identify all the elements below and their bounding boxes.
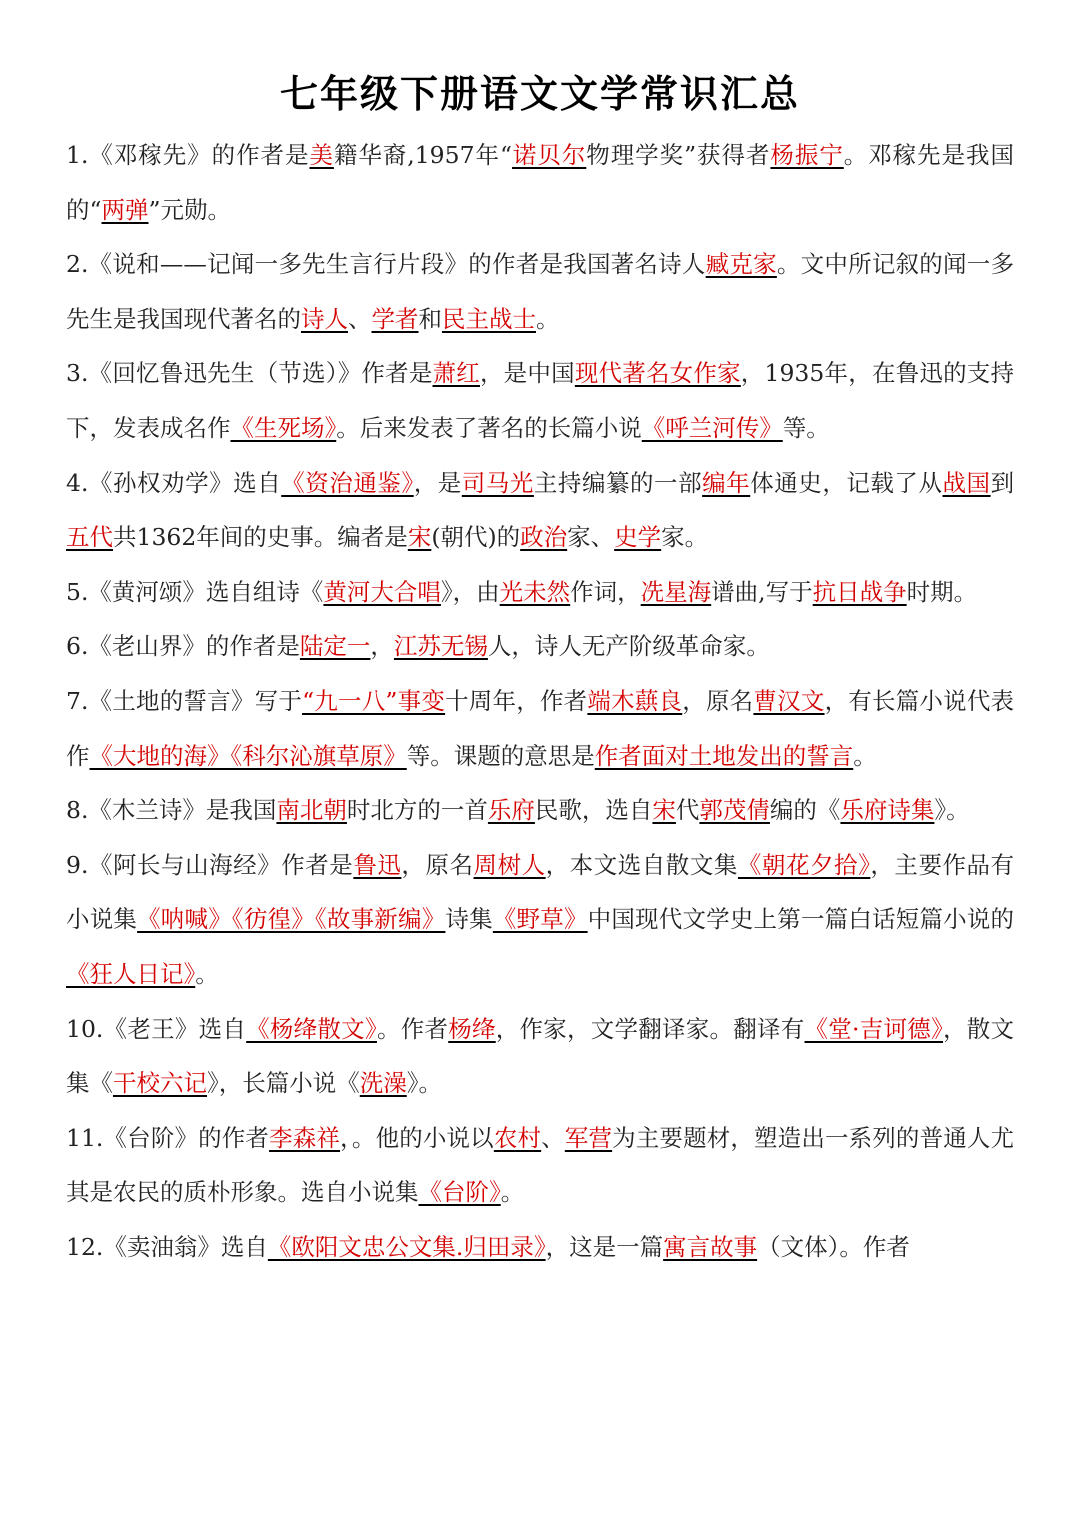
item-text: 。邓稼先是我国的“ — [66, 141, 1014, 224]
item-text: 民歌，选自 — [534, 796, 653, 825]
item-text: 作词， — [570, 577, 641, 606]
item-text: ，本文选自散文集 — [545, 850, 738, 879]
item-text: ，作家，文学翻译家。翻译有 — [495, 1014, 805, 1043]
item-text: 等。课题的意思是 — [406, 741, 595, 770]
item-text: 。文中所记叙的闻一多先生是我国现代著名的 — [66, 250, 1015, 333]
item-text: 。 — [853, 741, 877, 770]
key-term: 杨绛 — [448, 1014, 496, 1043]
item-text: 》，由 — [440, 577, 500, 606]
key-term: 农村 — [493, 1123, 542, 1152]
item-text: 、 — [348, 304, 372, 333]
key-term: 冼星海 — [640, 577, 712, 606]
key-term: 江苏无锡 — [393, 632, 488, 661]
item-text: ，这是一篇 — [545, 1232, 664, 1261]
page-title: 七年级下册语文文学常识汇总 — [279, 72, 800, 116]
key-term: 《狂人日记》 — [66, 959, 196, 988]
knowledge-item-9 — [66, 838, 1014, 1002]
item-text: 1.《邓稼先》的作者是 — [66, 141, 310, 169]
item-text: 》。 — [934, 796, 970, 825]
key-term: 编年 — [702, 468, 751, 497]
key-term: 史学 — [614, 523, 662, 552]
knowledge-item-4 — [66, 456, 1014, 565]
item-text: 7.《土地的誓言》写于 — [66, 686, 303, 715]
item-text: ，原名 — [682, 686, 754, 715]
item-text: 10.《老王》选自 — [66, 1014, 247, 1043]
key-term: 鲁迅 — [353, 850, 402, 879]
key-term: 《台阶》 — [418, 1178, 501, 1207]
key-term: 光未然 — [499, 577, 571, 606]
knowledge-item-10 — [66, 1002, 1014, 1111]
key-term: 萧红 — [432, 359, 480, 388]
item-text: 》。 — [406, 1069, 442, 1098]
item-text: 时期。 — [906, 577, 978, 606]
item-text: ，是 — [413, 468, 462, 497]
item-text: ，有长篇小说代表作 — [66, 686, 1015, 770]
key-term: 作者面对土地发出的誓言 — [594, 741, 854, 770]
item-text: 9.《阿长与山海经》作者是 — [66, 850, 354, 879]
item-text: 人，诗人无产阶级革命家。 — [487, 632, 770, 661]
knowledge-item-1 — [66, 128, 1014, 237]
item-text: 时北方的一首 — [346, 796, 488, 825]
item-text: 物理学奖”获得者 — [586, 141, 771, 169]
key-term: 现代著名女作家 — [574, 359, 741, 388]
key-term: 曹汉文 — [753, 686, 825, 715]
key-term: 政治 — [520, 523, 568, 552]
key-term: 美 — [309, 141, 334, 169]
key-term: “九一八”事变 — [302, 686, 446, 715]
key-term: 《杨绛散文》 — [246, 1014, 377, 1043]
key-term: 南北朝 — [276, 796, 347, 825]
knowledge-item-7 — [66, 674, 1014, 783]
key-term: 民主战士 — [442, 304, 536, 333]
key-term: 抗日战争 — [812, 577, 907, 606]
key-term: 《朝花夕拾》 — [737, 850, 871, 879]
item-text: 。作者 — [376, 1014, 449, 1043]
item-text: 4.《孙权劝学》选自 — [66, 468, 282, 497]
key-term: 宋 — [652, 796, 676, 825]
key-term: 周树人 — [473, 850, 546, 879]
item-text: 6.《老山界》的作者是 — [66, 632, 300, 661]
key-term: 军营 — [564, 1123, 613, 1152]
key-term: 学者 — [371, 304, 419, 333]
knowledge-item-6 — [66, 619, 1014, 674]
item-text: （文体）。作者 — [757, 1232, 910, 1261]
item-text: 代 — [675, 796, 700, 825]
item-text: ， — [370, 632, 394, 661]
key-term: 黄河大合唱 — [323, 577, 441, 606]
key-term: 《大地的海》《科尔沁旗草原》 — [89, 741, 407, 770]
item-text: 主持编纂的一部 — [533, 468, 703, 497]
item-text: 等。 — [782, 413, 830, 442]
item-text: 8.《木兰诗》是我国 — [66, 796, 277, 825]
item-text: ，是中国 — [479, 359, 575, 388]
key-term: 诗人 — [301, 304, 348, 333]
item-text: 为主要题材，塑造出一系列的普通人尤其是农民的质朴形象。选自小说集 — [66, 1123, 1015, 1207]
item-text: 。 — [500, 1178, 525, 1207]
item-text: 5.《黄河颂》选自组诗《 — [66, 577, 324, 606]
item-text: 家、 — [567, 523, 615, 552]
item-text: 。 — [195, 959, 219, 988]
item-text: 》，长篇小说《 — [207, 1069, 360, 1098]
key-term: 洗澡 — [359, 1069, 407, 1098]
key-term: 乐府 — [487, 796, 535, 825]
item-text: 中国现代文学史上第一篇白话短篇小说的 — [587, 905, 1015, 934]
knowledge-item-2 — [66, 237, 1014, 346]
item-text: ，主要作品有小说集 — [66, 850, 1015, 934]
item-text: 诗集 — [445, 905, 493, 934]
knowledge-item-11 — [66, 1111, 1014, 1220]
item-text: (朝代)的 — [431, 523, 521, 552]
key-term: 陆定一 — [299, 632, 371, 661]
item-text: 12.《卖油翁》选自 — [66, 1232, 268, 1261]
item-text: 3.《回忆鲁迅先生（节选）》作者是 — [66, 359, 433, 388]
document-body — [66, 128, 1014, 1274]
item-text: 。 — [536, 304, 560, 333]
key-term: 《资治通鉴》 — [281, 468, 414, 497]
key-term: 宋 — [407, 523, 432, 552]
key-term: 端木蕻良 — [587, 686, 683, 715]
item-text: 家。 — [661, 523, 709, 552]
key-term: 《呐喊》《彷徨》《故事新编》 — [137, 905, 446, 934]
knowledge-item-3 — [66, 346, 1014, 455]
item-text: 体通史，记载了从 — [750, 468, 943, 497]
item-text: 十周年，作者 — [445, 686, 588, 715]
knowledge-item-8 — [66, 783, 1014, 838]
item-text: ，原名 — [401, 850, 474, 879]
key-term: 《堂·吉诃德》 — [804, 1014, 944, 1043]
key-term: 干校六记 — [113, 1069, 207, 1098]
key-term: 两弹 — [101, 195, 149, 224]
item-text: ”元勋。 — [148, 195, 232, 224]
key-term: 《生死场》 — [230, 413, 337, 442]
item-text: 籍华裔,1957年“ — [333, 141, 512, 169]
key-term: 乐府诗集 — [840, 796, 935, 825]
key-term: 诺贝尔 — [511, 141, 587, 169]
key-term: 《欧阳文忠公文集.归田录》 — [267, 1232, 546, 1261]
knowledge-item-5 — [66, 565, 1014, 620]
item-text: 编的《 — [769, 796, 841, 825]
item-text: ，。他的小说以 — [340, 1123, 494, 1152]
key-term: 五代 — [66, 523, 113, 552]
item-text: 到 — [990, 468, 1015, 497]
item-text: 和 — [418, 304, 442, 333]
key-term: 郭茂倩 — [699, 796, 770, 825]
key-term: 杨振宁 — [770, 141, 844, 169]
item-text: 11.《台阶》的作者 — [66, 1123, 270, 1152]
item-text: 、 — [541, 1123, 565, 1152]
key-term: 《呼兰河传》 — [641, 413, 783, 442]
key-term: 《野草》 — [492, 905, 588, 934]
item-text: 谱曲,写于 — [711, 577, 813, 606]
knowledge-item-12 — [66, 1220, 1014, 1275]
item-text: ，1935年，在鲁迅的支持下，发表成名作 — [66, 359, 1015, 442]
key-term: 司马光 — [461, 468, 534, 497]
key-term: 寓言故事 — [663, 1232, 758, 1261]
item-text: 。后来发表了著名的长篇小说 — [336, 413, 642, 442]
item-text: 共1362年间的史事。编者是 — [113, 523, 408, 552]
item-text: ，散文集《 — [66, 1014, 1015, 1098]
key-term: 战国 — [942, 468, 991, 497]
key-term: 李森祥 — [269, 1123, 341, 1152]
item-text: 2.《说和——记闻一多先生言行片段》的作者是我国著名诗人 — [66, 250, 706, 279]
key-term: 臧克家 — [705, 250, 777, 279]
